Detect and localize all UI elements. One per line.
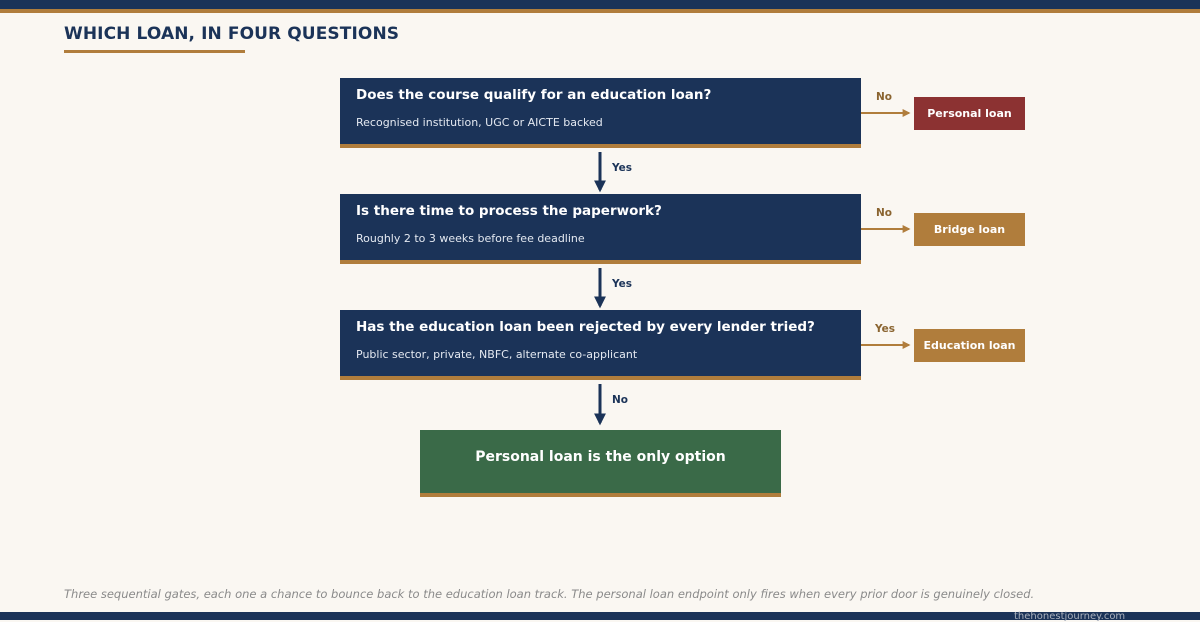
side-label-1: No xyxy=(876,91,893,103)
question-box-3 xyxy=(340,310,861,380)
page-title: WHICH LOAN, IN FOUR QUESTIONS xyxy=(64,24,400,44)
question-subtitle-2: Roughly 2 to 3 weeks before fee deadline xyxy=(356,232,585,245)
outcome-bridge-loan: Bridge loan xyxy=(914,213,1025,246)
site-url: thehonestjourney.com xyxy=(1014,611,1126,622)
question-box-2 xyxy=(340,194,861,264)
outcome-personal-loan: Personal loan xyxy=(914,97,1025,130)
outcome-education-loan: Education loan xyxy=(914,329,1025,362)
question-title-2: Is there time to process the paperwork? xyxy=(356,203,662,219)
down-label-3: No xyxy=(612,394,629,406)
side-label-2: No xyxy=(876,207,893,219)
question-subtitle-1: Recognised institution, UGC or AICTE backed xyxy=(356,116,603,129)
down-label-1: Yes xyxy=(612,162,633,174)
question-subtitle-3: Public sector, private, NBFC, alternate co-applicant xyxy=(356,348,638,361)
question-box-1 xyxy=(340,78,861,148)
caption: Three sequential gates, each one a chance to bounce back to the education loan track. The personal loan endpoint only fires when every prior door is genuinely closed. xyxy=(64,587,1035,601)
question-title-3: Has the education loan been rejected by every lender tried? xyxy=(356,319,815,335)
final-outcome-box xyxy=(420,430,781,497)
final-outcome-text: Personal loan is the only option xyxy=(475,449,726,465)
side-label-3: Yes xyxy=(875,323,896,335)
down-label-2: Yes xyxy=(612,278,633,290)
question-title-1: Does the course qualify for an education loan? xyxy=(356,87,712,103)
